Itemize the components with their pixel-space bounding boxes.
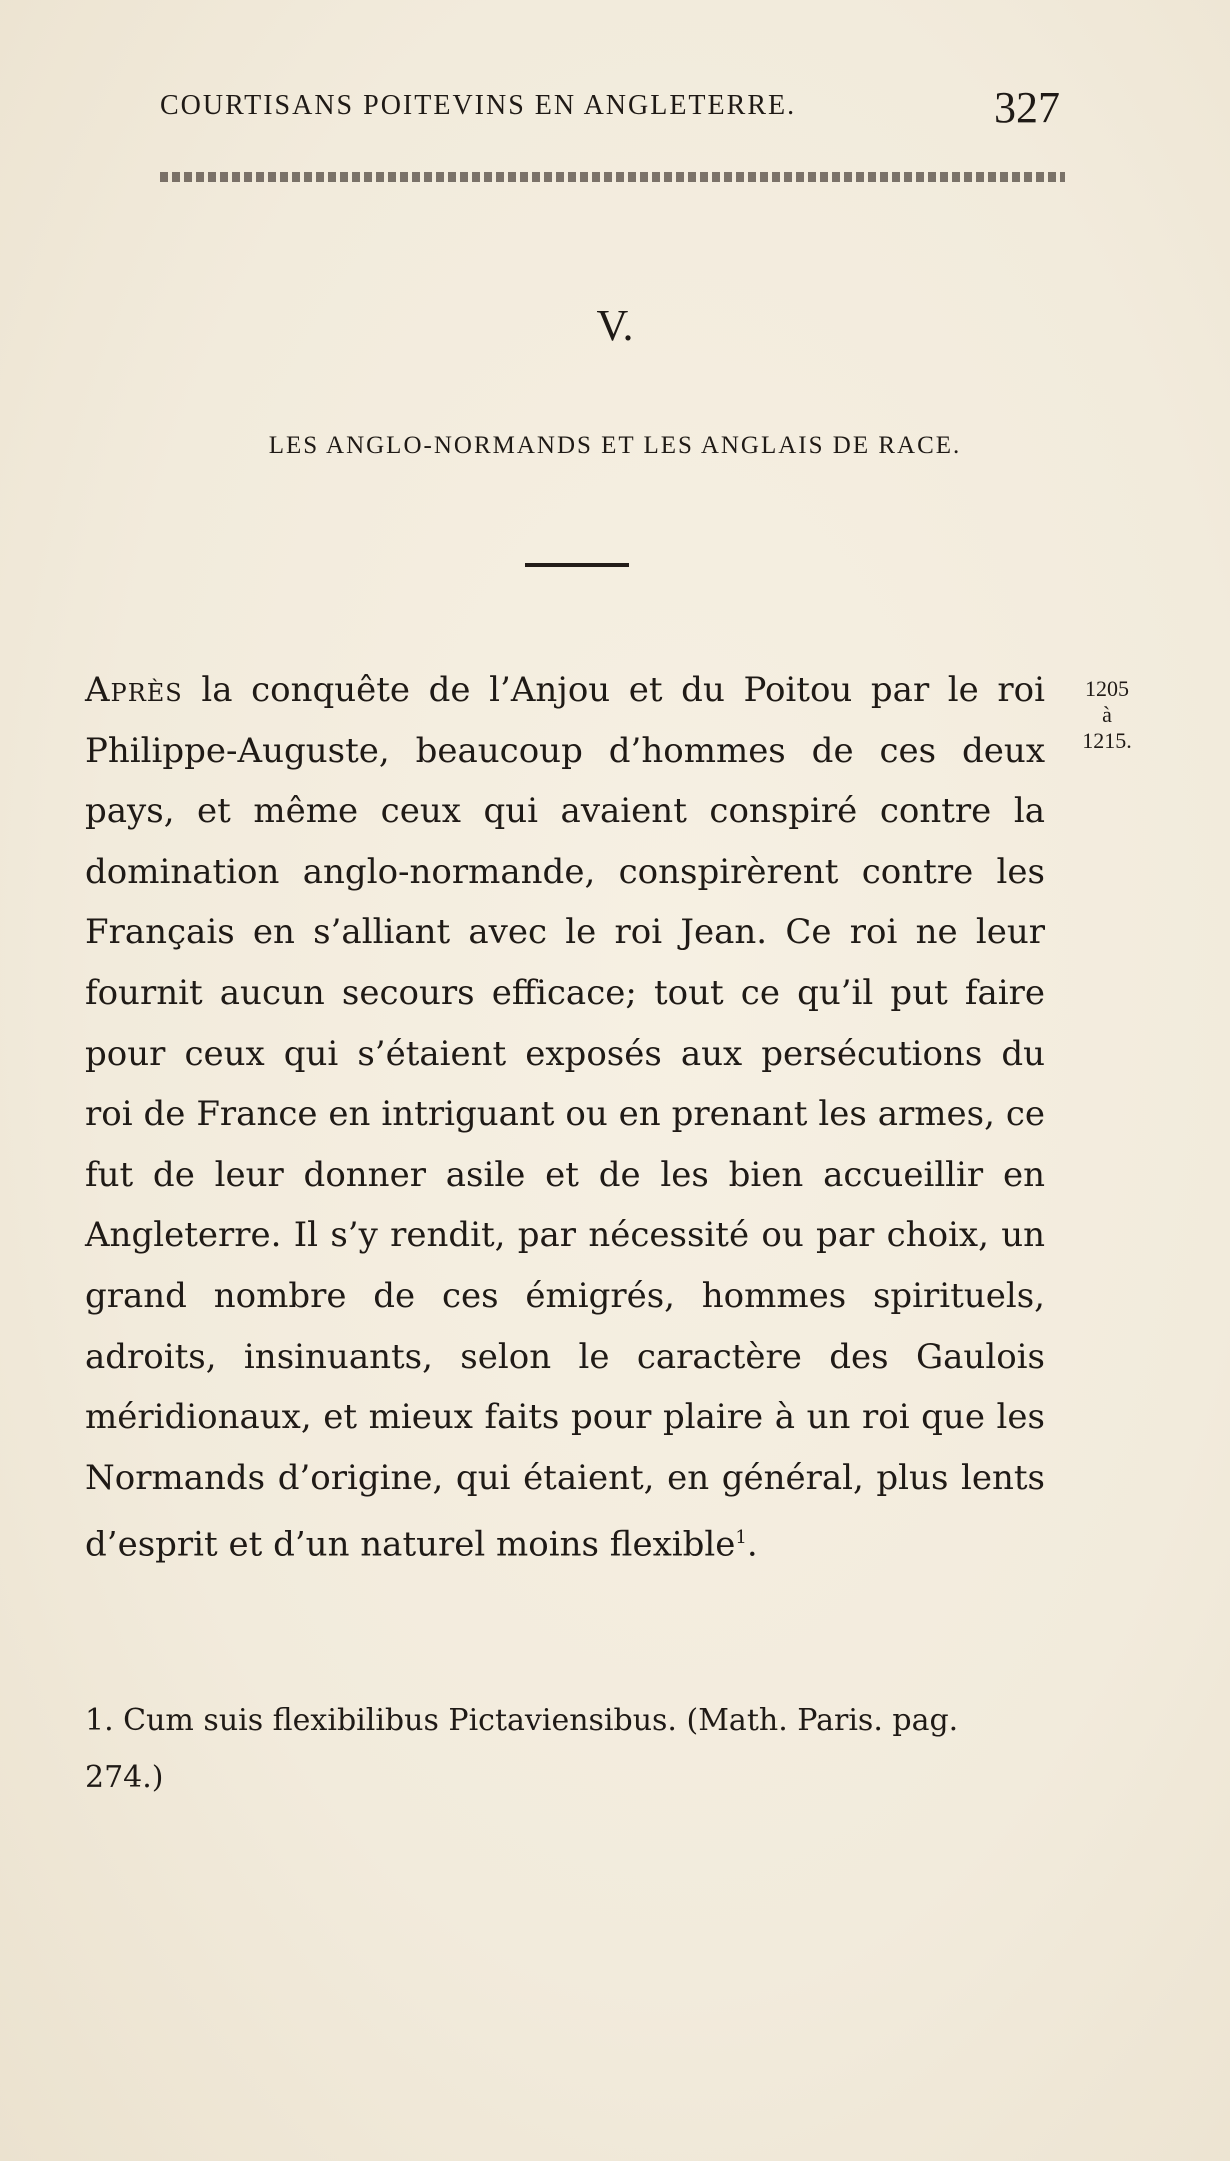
paragraph-text: la conquête de l’Anjou et du Poitou par le roi Philippe-Auguste, beaucoup d’hommes de ces deux pays, et même ceux qui avaient conspiré contre la domination anglo-normande, conspirèrent contre les Français en s’alliant avec le roi Jean. Ce roi ne leur fournit aucun secours efficace; tout ce qu’il put faire pour ceux qui s’étaient exposés aux persécutions du roi de France en intriguant ou en prenant les armes, ce fut de leur donner asile et de les bien accueillir en Angleterre. Il s’y rendit, par nécessité ou par choix, un grand nombre de ces émigrés, hommes spirituels, adroits, insinuants, selon le caractère des Gaulois méridionaux, et mieux faits pour plaire à un roi que les Normands d’origine, qui étaient, en général, plus lents d’esprit et d’un naturel moins flexible: [85, 670, 1045, 1565]
running-head: [160, 82, 1060, 132]
lead-word: Après: [85, 670, 183, 710]
footnote: [85, 1692, 1045, 1806]
margin-date-end: 1215.: [1082, 728, 1132, 753]
margin-date-start: 1205: [1085, 676, 1129, 701]
chapter-title: LES ANGLO-NORMANDS ET LES ANGLAIS DE RACE.: [268, 432, 962, 459]
footnote-marker: 1: [735, 1527, 747, 1549]
section-divider: [525, 563, 629, 567]
ornamental-rule: [160, 172, 1065, 182]
paragraph-end: .: [746, 1524, 758, 1565]
margin-date: [1067, 676, 1147, 754]
chapter-number: V.: [596, 301, 634, 350]
main-text: [85, 660, 1045, 1575]
page-number: 327: [994, 83, 1060, 132]
body-paragraph: [85, 660, 1045, 1575]
running-title: COURTISANS POITEVINS EN ANGLETERRE.: [160, 90, 797, 121]
margin-date-connector: à: [1102, 702, 1112, 727]
footnote-text: 1. Cum suis flexibilibus Pictaviensibus. (Math. Paris. pag. 274.): [85, 1703, 959, 1795]
